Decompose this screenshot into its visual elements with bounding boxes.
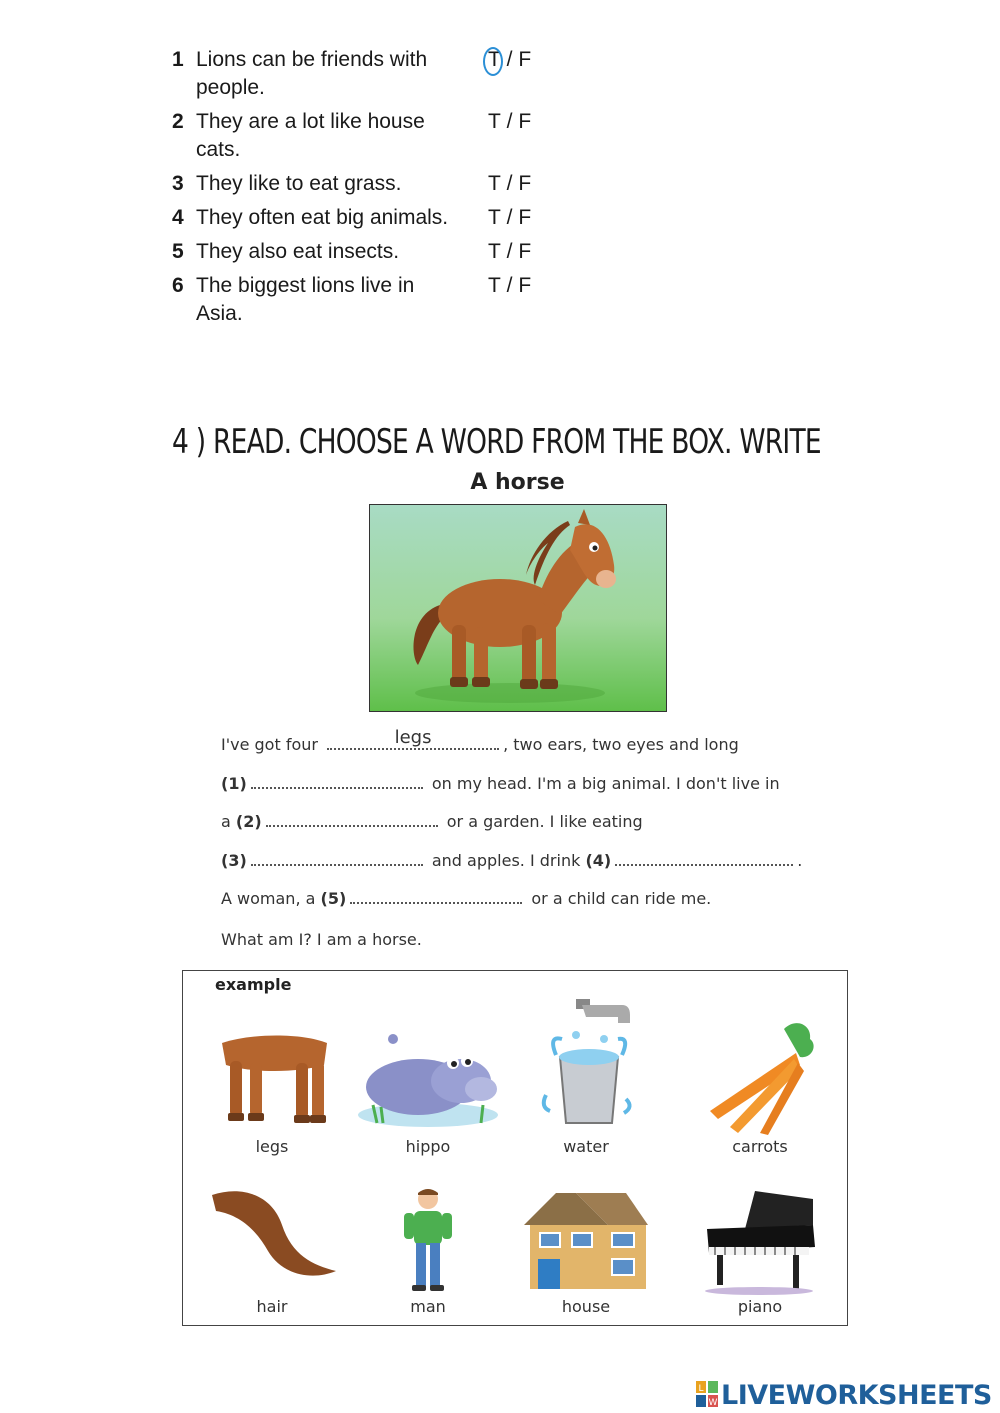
word-label: hair xyxy=(256,1297,288,1316)
true-option[interactable]: T xyxy=(488,206,501,229)
word-label: legs xyxy=(255,1137,289,1156)
story-line: (1) on my head. I'm a big animal. I don't live in xyxy=(221,767,801,806)
tf-choice: T / F xyxy=(488,238,531,266)
question-number: 5 xyxy=(172,240,184,263)
question-text: They also eat insects. xyxy=(196,240,400,263)
example-label: example xyxy=(215,975,292,994)
story-line: a (2) or a garden. I like eating xyxy=(221,805,801,844)
word-item-house xyxy=(511,1185,661,1316)
question-number: 2 xyxy=(172,110,184,133)
word-label: water xyxy=(563,1137,609,1156)
question-number: 1 xyxy=(172,48,184,71)
question-text: They often eat big animals. xyxy=(196,206,449,229)
word-label: piano xyxy=(737,1297,783,1316)
question-text: They like to eat grass. xyxy=(196,172,402,195)
tf-question xyxy=(172,272,572,328)
question-text: They are a lot like house cats. xyxy=(196,110,425,161)
false-option[interactable]: F xyxy=(518,110,532,133)
question-number: 6 xyxy=(172,274,184,297)
word-item-legs xyxy=(197,1025,347,1156)
question-number: 3 xyxy=(172,172,184,195)
example-answer-blank: legs xyxy=(327,728,499,750)
word-label: hippo xyxy=(405,1137,451,1156)
true-false-list xyxy=(172,46,572,334)
false-option[interactable]: F xyxy=(518,206,532,229)
true-option[interactable]: T xyxy=(488,172,501,195)
story-line: (3) and apples. I drink (4) . xyxy=(221,844,801,883)
section-heading: 4 ) READ. CHOOSE A WORD FROM THE BOX. WRITE xyxy=(172,422,821,462)
false-option[interactable]: F xyxy=(518,240,532,263)
false-option[interactable]: F xyxy=(518,274,532,297)
tf-choice: T / F xyxy=(488,46,531,74)
word-label: house xyxy=(561,1297,611,1316)
word-box xyxy=(182,970,848,1326)
false-option[interactable]: F xyxy=(518,48,532,71)
word-item-man xyxy=(353,1185,503,1316)
hair-icon xyxy=(202,1185,342,1295)
answer-blank-2[interactable] xyxy=(266,805,438,827)
tf-question xyxy=(172,46,572,102)
piano-icon xyxy=(695,1185,825,1295)
true-option[interactable]: T xyxy=(488,46,501,74)
story-text xyxy=(221,728,801,963)
word-item-hippo xyxy=(353,1025,503,1156)
answer-blank-4[interactable] xyxy=(615,844,793,866)
story-line: I've got four legs , two ears, two eyes and long xyxy=(221,727,739,754)
tf-choice: T / F xyxy=(488,170,531,198)
hippo-icon xyxy=(353,1025,503,1135)
word-item-hair xyxy=(197,1185,347,1316)
answer-circle xyxy=(483,47,503,76)
word-item-water xyxy=(511,995,661,1156)
man-icon xyxy=(388,1185,468,1295)
answer-blank-3[interactable] xyxy=(251,844,423,866)
tf-choice: T / F xyxy=(488,272,531,300)
false-option[interactable]: F xyxy=(518,172,532,195)
brand-text: LIVEWORKSHEETS xyxy=(721,1379,992,1411)
story-final-line: What am I? I am a horse. xyxy=(221,929,422,949)
word-item-piano xyxy=(685,1185,835,1316)
question-text: Lions can be friends with people. xyxy=(196,48,428,99)
story-title: A horse xyxy=(470,470,565,495)
true-option[interactable]: T xyxy=(488,240,501,263)
word-item-carrots xyxy=(685,1015,835,1156)
liveworksheets-logo xyxy=(696,1378,992,1412)
tf-question xyxy=(172,108,572,164)
carrots-icon xyxy=(700,1015,820,1135)
house-icon xyxy=(516,1185,656,1295)
word-label: carrots xyxy=(732,1137,788,1156)
logo-letter: L xyxy=(698,1384,704,1394)
answer-blank-1[interactable] xyxy=(251,767,423,789)
tf-choice: T / F xyxy=(488,108,531,136)
word-label: man xyxy=(410,1297,446,1316)
story-line: A woman, a (5) or a child can ride me. xyxy=(221,882,801,921)
true-option[interactable]: T xyxy=(488,274,501,297)
tf-question xyxy=(172,238,572,266)
tf-question xyxy=(172,204,572,232)
true-option[interactable]: T xyxy=(488,110,501,133)
water-icon xyxy=(526,995,646,1135)
logo-letter: W xyxy=(708,1398,718,1408)
tf-question xyxy=(172,170,572,198)
horse-picture xyxy=(369,504,667,712)
legs-icon xyxy=(212,1025,332,1135)
question-text: The biggest lions live in Asia. xyxy=(196,274,415,325)
tf-choice: T / F xyxy=(488,204,531,232)
liveworksheets-icon xyxy=(696,1381,718,1409)
question-number: 4 xyxy=(172,206,184,229)
answer-blank-5[interactable] xyxy=(350,882,522,904)
